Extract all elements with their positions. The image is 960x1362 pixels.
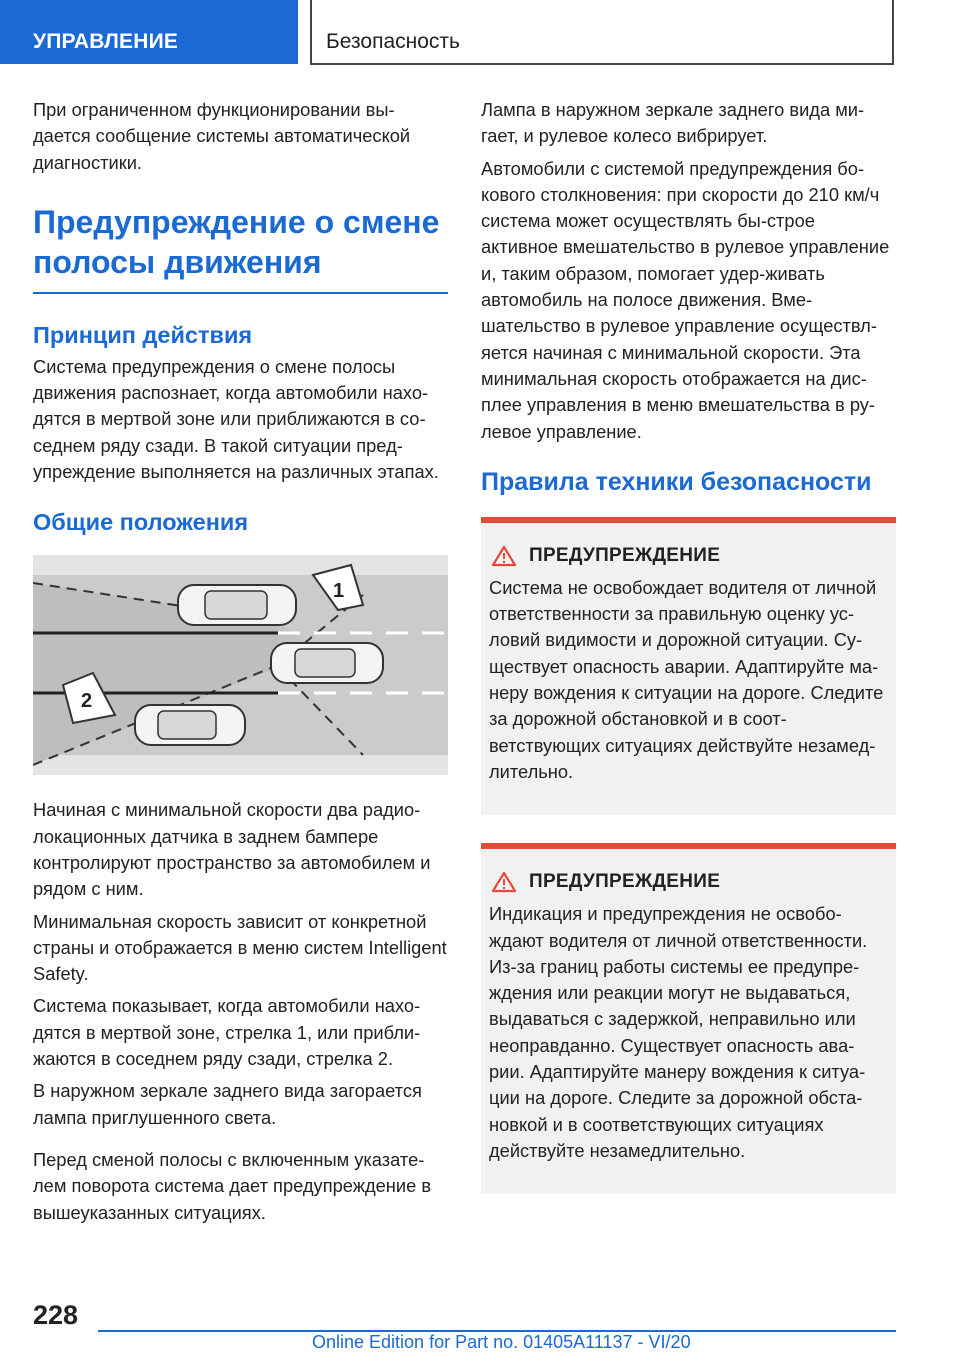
paragraph-arrows: Система показывает, когда автомобили нахо-дятся в мертвой зоне, стрелка 1, или прибли-жаются в соседнем ряду сзади, стрелка 2. — [33, 995, 421, 1070]
header-right-border — [892, 0, 894, 65]
warning-header — [489, 871, 888, 893]
safety-heading: Правила техники безопасности — [481, 467, 872, 496]
page-number: 228 — [33, 1300, 79, 1330]
warning-triangle-icon — [491, 545, 517, 567]
section-heading: Предупреждение о смене полосы движения — [33, 203, 440, 280]
right-column — [481, 97, 896, 1194]
principle-heading: Принцип действия — [33, 321, 253, 348]
warning-title: ПРЕДУПРЕЖДЕНИЕ — [529, 544, 721, 566]
arrow-1-label: 1 — [333, 580, 345, 603]
warning-triangle-icon — [491, 871, 517, 893]
warning-title: ПРЕДУПРЕЖДЕНИЕ — [529, 871, 721, 893]
page-title: Безопасность — [326, 30, 460, 53]
footer-edition[interactable]: Online Edition for Part no. 01405A11137 - VI/20 — [312, 1332, 691, 1352]
warning-box-2 — [481, 843, 896, 1194]
paragraph-mirror-lamp: В наружном зеркале заднего вида загорается лампа приглушенного света. — [33, 1080, 422, 1128]
warning-text: Индикация и предупреждения не освобо-ждают водителя от личной ответственности. Из-за границ работы системы ее предупре-ждения или реакции могут не выдаваться, выдаваться с задержкой, неправильно или неоправданно. Существует опасность ава-рии. Адаптируйте манеру вождения к ситуа-ции на дороге. Следите за дорожной обста-новкой и в соответствующих ситуациях действуйте незамедлительно. — [489, 903, 868, 1161]
paragraph-sensors: Начиная с минимальной скорости два радио-локационных датчика в заднем бампере контролируют пространство за автомобилем и рядом с ним. — [33, 799, 431, 900]
warning-box-1 — [481, 517, 896, 815]
general-heading: Общие положения — [33, 509, 249, 536]
arrow-2-label: 2 — [81, 690, 93, 713]
paragraph-turn-signal: Перед сменой полосы с включенным указате-лем поворота система дает предупреждение в вышеуказанных ситуациях. — [33, 1148, 432, 1223]
lane-diagram — [33, 555, 448, 775]
warning-header — [489, 545, 888, 567]
car-approaching — [135, 705, 245, 745]
heading-rule — [33, 292, 448, 294]
paragraph-min-speed: Минимальная скорость зависит от конкретной страны и отображается в меню систем Intelligent Safety. — [33, 910, 447, 985]
car-own — [271, 643, 383, 683]
warning-text: Система не освобождает водителя от личной ответственности за правильную оценку ус-ловий видимости и дорожной ситуации. Су-ществует опасность аварии. Адаптируйте ма-неру вождения к ситуации на дороге. Следите за дорожной обстановкой и в соот-ветствующих ситуациях действуйте незамед-лительно. — [489, 576, 884, 782]
lane-change-illustration — [33, 555, 448, 775]
principle-paragraph: Система предупреждения о смене полосы движения распознает, когда автомобили нахо-дятся в мертвой зоне или приближаются в со-седнем ряду сзади. В такой ситуации пред-упреждение выполняется на различных этапах. — [33, 355, 439, 483]
paragraph-side-collision: Автомобили с системой предупреждения бо-кового столкновения: при скорости до 210 км/ч система может осуществлять бы-строе активное вмешательство в рулевое управление и, таким образом, помогает удер-живать автомобиль на полосе движения. Вме-шательство в рулевое управление осуществл-яется начиная с минимальной скорости. Эта минимальная скорость отображается на дис-плее управления в меню вмешательства в ру-левое управление. — [481, 157, 890, 442]
header-underline — [310, 63, 894, 65]
paragraph-lamp-flash: Лампа в наружном зеркале заднего вида ми-гает, и рулевое колесо вибрирует. — [481, 99, 865, 147]
left-column — [33, 97, 448, 1232]
car-blind-spot — [178, 585, 296, 625]
intro-paragraph: При ограниченном функционировании вы-дается сообщение системы автоматической диагностики. — [33, 99, 411, 173]
section-tab[interactable]: УПРАВЛЕНИЕ — [0, 0, 298, 64]
header-divider — [310, 0, 312, 64]
